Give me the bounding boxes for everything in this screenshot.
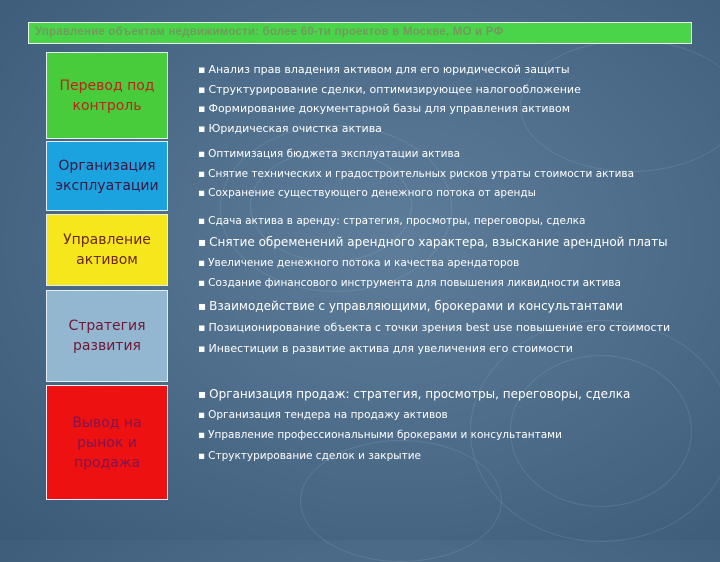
bullet-item: ▪ Снятие технических и градостроительных рисков утраты стоимости актива: [198, 165, 708, 185]
bullet-item: ▪ Управление профессиональными брокерами и консультантами: [198, 425, 708, 446]
bullet-item: ▪ Взаимодействие с управляющими, брокерами и консультантами: [198, 296, 708, 317]
bullet-item: ▪ Юридическая очистка актива: [198, 119, 708, 139]
bullet-item: ▪ Сохранение существующего денежного потока от аренды: [198, 184, 708, 204]
page-title: Управление объектам недвижимости: более 60-ти проектов в Москве, МО и РФ: [35, 26, 504, 38]
bullet-item: ▪ Формирование документарной базы для управления активом: [198, 99, 708, 119]
bullet-list-operation: [198, 145, 708, 204]
title-bar: [28, 22, 692, 44]
bullet-list-asset-management: [198, 211, 708, 293]
bullet-item: ▪ Организация продаж: стратегия, просмотры, переговоры, сделка: [198, 384, 708, 405]
section-label-operation: Организация эксплуатации: [46, 141, 168, 211]
bullet-item: ▪ Структурирование сделки, оптимизирующее налогообложение: [198, 80, 708, 100]
section-label-control: Перевод под контроль: [46, 52, 168, 139]
section-label-sale: Вывод на рынок и продажа: [46, 385, 168, 500]
bullet-item: ▪ Сдача актива в аренду: стратегия, просмотры, переговоры, сделка: [198, 211, 708, 231]
bullet-list-strategy: [198, 296, 708, 359]
bullet-item: ▪ Оптимизация бюджета эксплуатации актива: [198, 145, 708, 165]
bullet-item: ▪ Организация тендера на продажу активов: [198, 405, 708, 426]
bullet-list-control: [198, 60, 708, 138]
bullet-item: ▪ Создание финансового инструмента для повышения ликвидности актива: [198, 273, 708, 293]
section-label-strategy: Стратегия развития: [46, 290, 168, 382]
section-label-asset-management: Управление активом: [46, 214, 168, 286]
bullet-item: ▪ Анализ прав владения активом для его юридической защиты: [198, 60, 708, 80]
bullet-item: ▪ Увеличение денежного потока и качества арендаторов: [198, 253, 708, 273]
bullet-item: ▪ Инвестиции в развитие актива для увеличения его стоимости: [198, 338, 708, 359]
bullet-list-sale: [198, 384, 708, 466]
bullet-item: ▪ Позиционирование объекта с точки зрения best use повышение его стоимости: [198, 317, 708, 338]
bullet-item: ▪ Структурирование сделок и закрытие: [198, 446, 708, 467]
bullet-item: ▪ Снятие обременений арендного характера, взыскание арендной платы: [198, 231, 708, 253]
